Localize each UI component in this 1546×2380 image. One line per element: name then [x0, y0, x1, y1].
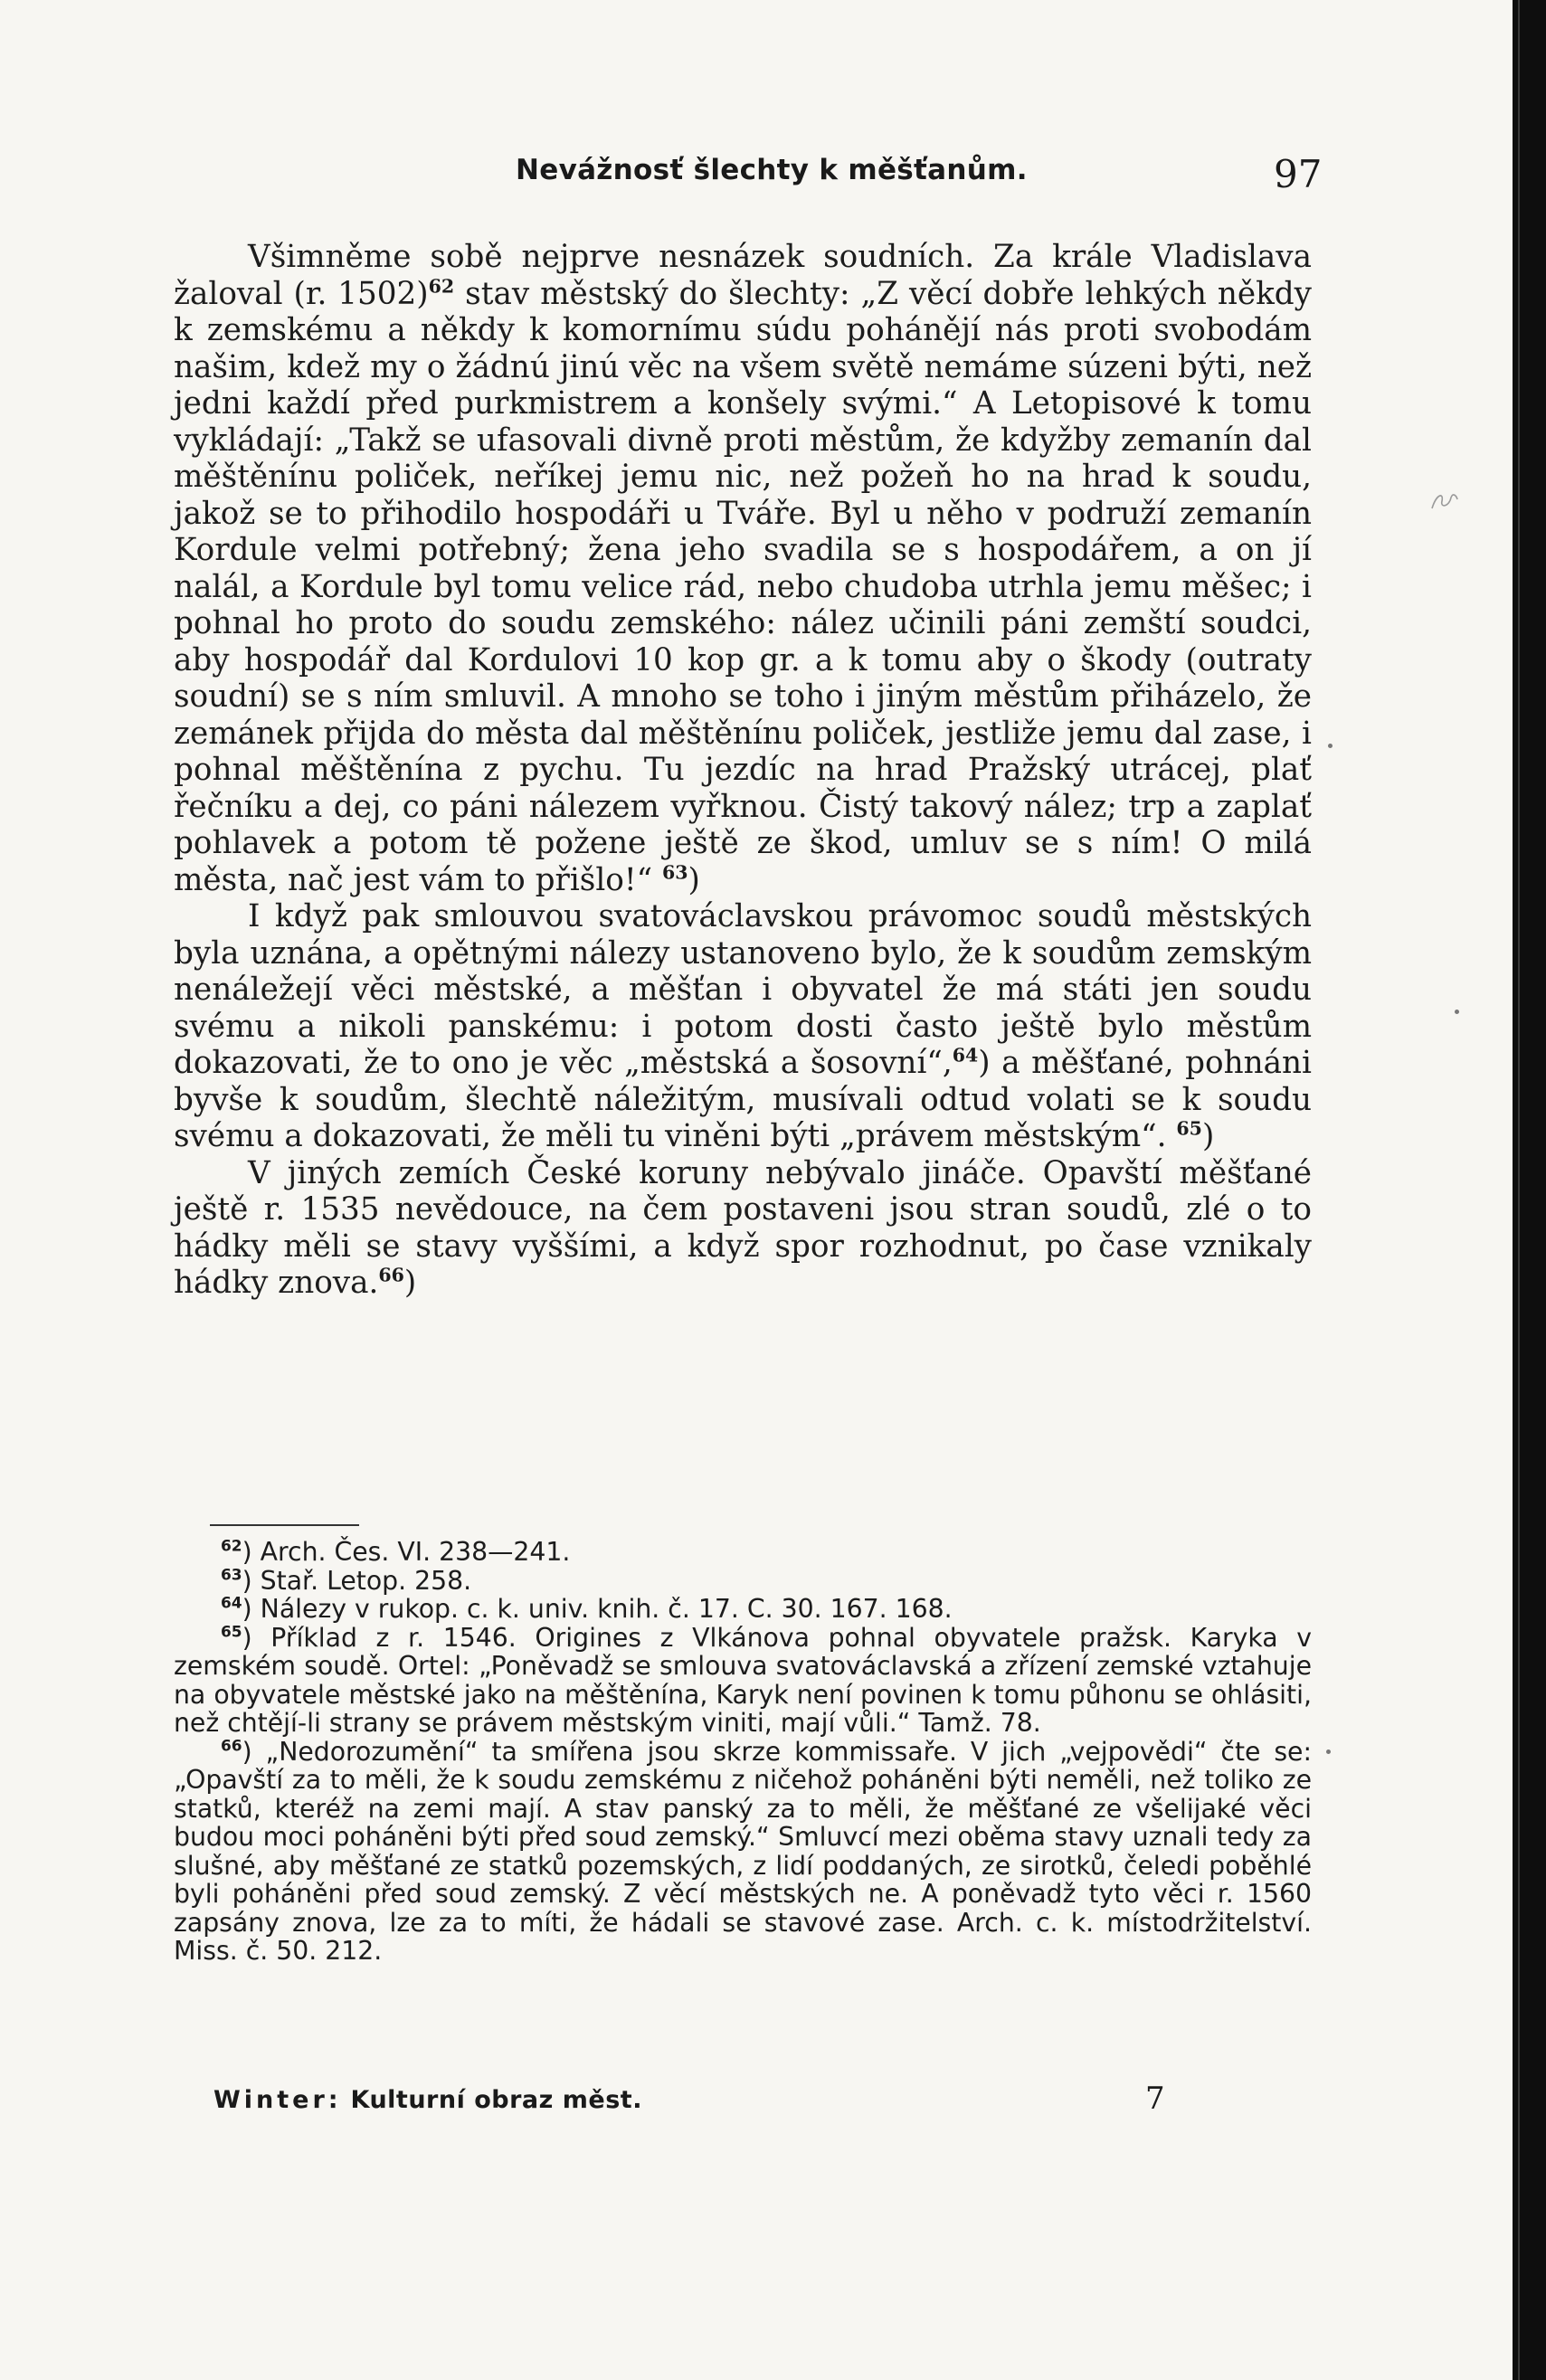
text-run: Všimněme sobě nejprve nesnázek soudních. Za krále Vladislava žaloval (r. 1502): [174, 239, 1312, 312]
text-run: ) Příklad z r. 1546. Origines z Vlkánova pohnal obyvatele pražsk. Karyka v zemském soudě. Ortel: „Poněvadž se smlouva svatováclavská a zřízení zemské vztahuje na obyvatele městské jako na měštěnína, Karyk není povinen k tomu půhonu se ohlásiti, než chtějí-li strany se právem městským viniti, mají vůli.“ Tamž. 78.: [174, 1622, 1312, 1738]
text-run: I když pak smlouvou svatováclavskou právomoc soudů městských byla uznána, a opětnými nálezy ustanoveno bylo, že k soudům zemským nenáležejí věci městské, a měšťan i obyvatel že má státi jen soudu svému a nikoli panskému: i potom dosti často ještě bylo městům dokazovati, že to ono je věc „městská a šosovní“,: [174, 898, 1312, 1081]
text-run: ) Arch. Čes. VI. 238—241.: [242, 1537, 571, 1567]
footnote-marker: 66: [378, 1264, 404, 1286]
footnotes: [174, 1538, 1312, 1966]
footnote-marker: 65: [221, 1623, 242, 1642]
footnote-marker: 62: [221, 1537, 242, 1556]
page-header: [0, 152, 1513, 206]
footnote: [174, 1567, 1312, 1596]
scan-edge-line: [1518, 0, 1520, 2380]
text-run: ) Stař. Letop. 258.: [242, 1565, 472, 1596]
text-run: ) a měšťané, pohnáni byvše k soudům, šlechtě náležitým, musívali odtud volati se k soudu svému a dokazovati, že měli tu viněni býti „právem městským“.: [174, 1045, 1312, 1154]
pencil-mark-icon: [1429, 488, 1460, 514]
signature-line: [213, 2086, 642, 2114]
footnote: [174, 1538, 1312, 1567]
footnote: [174, 1595, 1312, 1624]
footnote-marker: 64: [952, 1044, 979, 1067]
footnote: [174, 1738, 1312, 1966]
footnote-marker: 63: [221, 1566, 242, 1585]
running-head: Nevážnosť šlechty k měšťanům.: [516, 154, 1028, 186]
footnote-marker: 65: [1176, 1117, 1202, 1140]
scan-speck: [1328, 744, 1333, 748]
text-run: ): [688, 861, 700, 898]
text-run: V jiných zemích České koruny nebývalo jináče. Opavští měšťané ještě r. 1535 nevědouce, na čem postaveni jsou stran soudů, zlé o to hádky měli se stavy vyššími, a když spor rozhodnut, po čase vznikaly hádky znova.: [174, 1154, 1312, 1301]
footnote: [174, 1624, 1312, 1738]
paragraph: [174, 898, 1312, 1155]
text-run: ): [1201, 1118, 1215, 1154]
paragraph: [174, 1155, 1312, 1302]
paragraph: [174, 239, 1312, 898]
signature-author: Winter:: [213, 2086, 342, 2114]
text-run: ): [403, 1265, 417, 1301]
scan-speck: [1326, 1749, 1331, 1754]
footnote-marker: 64: [221, 1594, 242, 1613]
footnote-separator: [210, 1524, 359, 1526]
footnote-marker: 66: [221, 1737, 242, 1756]
footnote-marker: 63: [661, 861, 688, 884]
text-run: ) Nálezy v rukop. c. k. univ. knih. č. 17. C. 30. 167. 168.: [242, 1594, 953, 1624]
text-run: ) „Nedorozumění“ ta smířena jsou skrze kommissaře. V jich „vejpovědi“ čte se: „Opavští za to měli, že k soudu zemskému z ničehož poháněni býti neměli, než toliko ze statků, kteréž na zemi mají. A stav panský za to měli, že měšťané ze všelijaké věci budou moci poháněni býti před soud zemský.“ Smluvcí mezi oběma stavy uznali tedy za slušné, aby měšťané ze statků pozemských, z lidí poddaných, ze sirotků, čeledi poběhlé byli poháněni před soud zemský. Z věcí městských ne. A poněvadž tyto věci r. 1560 zapsány znova, lze za to míti, že hádali se stavové zase. Arch. c. k. místodržitelství. Miss. č. 50. 212.: [174, 1736, 1312, 1966]
signature-work: Kulturní obraz měst.: [350, 2086, 642, 2114]
main-text: [174, 239, 1312, 1302]
page-number: 97: [1274, 152, 1323, 196]
scan-speck: [1455, 1010, 1459, 1014]
footnote-marker: 62: [428, 275, 455, 298]
sheet-number: 7: [1145, 2081, 1165, 2117]
text-run: stav městský do šlechty: „Z věcí dobře lehkých někdy k zemskému a někdy k komornímu súdu pohánějí nás proti svobodám našim, kdež my o žádnú jinú věc na všem světě nemáme súzeni býti, než jedni každí před purkmistrem a konšely svými.“ A Letopisové k tomu vykládají: „Takž se ufasovali divně proti městům, že kdyžby zemanín dal měštěnínu poliček, neříkej jemu nic, než požeň ho na hrad k soudu, jakož se to přihodilo hospodáři u Tváře. Byl u něho v podruží zemanín Kordule velmi potřebný; žena jeho svadila se s hospodářem, a on jí nalál, a Kordule byl tomu velice rád, nebo chudoba utrhla jemu měšec; i pohnal ho proto do soudu zemského: nález učinili páni zemští soudci, aby hospodář dal Kordulovi 10 kop gr. a k tomu aby o škody (outraty soudní) se s ním smluvil. A mnoho se toho i jiným městům přiházelo, že zemánek přijda do města dal měštěnínu poliček, jestliže jemu dal zase, i pohnal měštěnína z pychu. Tu jezdíc na hrad Pražský utrácej, plať řečníku a dej, co páni nálezem vyřknou. Čistý takový nález; trp a zaplať pohlavek a potom tě požene ještě ze škod, umluv se s ním! O milá města, nač jest vám to přišlo!“: [174, 275, 1312, 898]
